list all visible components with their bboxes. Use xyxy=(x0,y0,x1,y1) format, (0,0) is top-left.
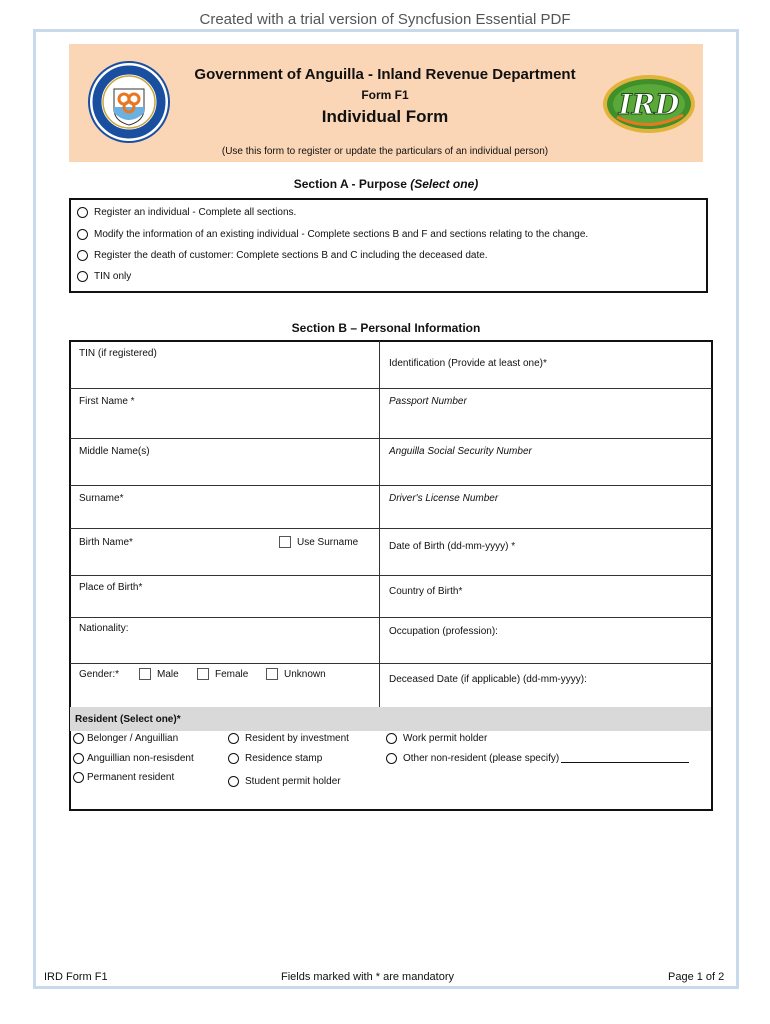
trial-watermark: Created with a trial version of Syncfusion Essential PDF xyxy=(199,11,571,28)
checkbox-icon[interactable] xyxy=(139,668,151,680)
use-surname-checkbox[interactable]: Use Surname xyxy=(279,536,358,548)
form-name: Individual Form xyxy=(321,107,449,126)
nationality-field[interactable]: Nationality: xyxy=(79,623,129,634)
purpose-option-modify[interactable]: Modify the information of an existing individual - Complete sections B and F and sections relating to the change. xyxy=(77,229,588,240)
resident-heading: Resident (Select one)* xyxy=(70,707,711,731)
country-of-birth-field[interactable]: Country of Birth* xyxy=(389,586,463,597)
gender-label: Gender:* xyxy=(79,669,120,680)
checkbox-icon[interactable] xyxy=(279,536,291,548)
row-divider xyxy=(70,528,712,529)
radio-icon[interactable] xyxy=(73,772,84,783)
resident-permanent-radio[interactable]: Permanent resident xyxy=(73,772,174,783)
row-divider xyxy=(70,485,712,486)
purpose-option-death[interactable]: Register the death of customer: Complete sections B and C including the deceased date. xyxy=(77,250,488,261)
resident-stamp-radio[interactable]: Residence stamp xyxy=(228,753,322,764)
row-divider xyxy=(70,663,712,664)
row-divider xyxy=(70,617,712,618)
occupation-field[interactable]: Occupation (profession): xyxy=(389,626,498,637)
deceased-date-field[interactable]: Deceased Date (if applicable) (dd-mm-yyyy): xyxy=(389,674,587,685)
passport-number-field[interactable]: Passport Number xyxy=(389,396,467,407)
identification-label: Identification (Provide at least one)* xyxy=(389,358,547,369)
purpose-option-register[interactable]: Register an individual - Complete all sections. xyxy=(77,207,296,218)
radio-icon[interactable] xyxy=(77,271,88,282)
radio-icon[interactable] xyxy=(386,733,397,744)
footer-form-id: IRD Form F1 xyxy=(44,971,108,983)
tin-field[interactable]: TIN (if registered) xyxy=(79,348,157,359)
radio-icon[interactable] xyxy=(228,733,239,744)
section-b-title: Section B – Personal Information xyxy=(291,321,481,335)
form-note: (Use this form to register or update the particulars of an individual person) xyxy=(221,146,549,157)
middle-name-field[interactable]: Middle Name(s) xyxy=(79,446,150,457)
form-code: Form F1 xyxy=(361,88,409,102)
checkbox-icon[interactable] xyxy=(266,668,278,680)
resident-investment-radio[interactable]: Resident by investment xyxy=(228,733,349,744)
row-divider xyxy=(70,438,712,439)
radio-icon[interactable] xyxy=(77,250,88,261)
resident-work-permit-radio[interactable]: Work permit holder xyxy=(386,733,487,744)
resident-other-radio[interactable]: Other non-resident (please specify) xyxy=(386,753,689,764)
radio-icon[interactable] xyxy=(77,207,88,218)
drivers-license-field[interactable]: Driver's License Number xyxy=(389,493,499,504)
radio-icon[interactable] xyxy=(228,753,239,764)
radio-icon[interactable] xyxy=(386,753,397,764)
row-divider xyxy=(70,575,712,576)
resident-belonger-radio[interactable]: Belonger / Anguillian xyxy=(73,733,178,744)
resident-student-permit-radio[interactable]: Student permit holder xyxy=(228,776,341,787)
radio-icon[interactable] xyxy=(73,733,84,744)
radio-icon[interactable] xyxy=(228,776,239,787)
purpose-option-tin-only[interactable]: TIN only xyxy=(77,271,131,282)
surname-field[interactable]: Surname* xyxy=(79,493,124,504)
radio-icon[interactable] xyxy=(73,753,84,764)
department-title: Government of Anguilla - Inland Revenue Department xyxy=(194,66,576,83)
column-divider xyxy=(379,341,380,707)
first-name-field[interactable]: First Name * xyxy=(79,396,135,407)
social-security-field[interactable]: Anguilla Social Security Number xyxy=(389,446,532,457)
gender-male-checkbox[interactable]: Male xyxy=(139,668,179,680)
radio-icon[interactable] xyxy=(77,229,88,240)
footer-mandatory-note: Fields marked with * are mandatory xyxy=(281,971,455,983)
footer-page-number: Page 1 of 2 xyxy=(668,971,725,983)
section-a-title: Section A - Purpose (Select one) xyxy=(293,177,479,191)
row-divider xyxy=(70,388,712,389)
place-of-birth-field[interactable]: Place of Birth* xyxy=(79,582,143,593)
svg-text:IRD: IRD xyxy=(618,88,680,121)
resident-non-resident-radio[interactable]: Anguillian non-resisdent xyxy=(73,753,194,764)
other-specify-field[interactable] xyxy=(561,754,689,763)
date-of-birth-field[interactable]: Date of Birth (dd-mm-yyyy) * xyxy=(389,541,516,552)
checkbox-icon[interactable] xyxy=(197,668,209,680)
birth-name-field[interactable]: Birth Name* xyxy=(79,537,133,548)
gender-unknown-checkbox[interactable]: Unknown xyxy=(266,668,326,680)
gender-female-checkbox[interactable]: Female xyxy=(197,668,248,680)
